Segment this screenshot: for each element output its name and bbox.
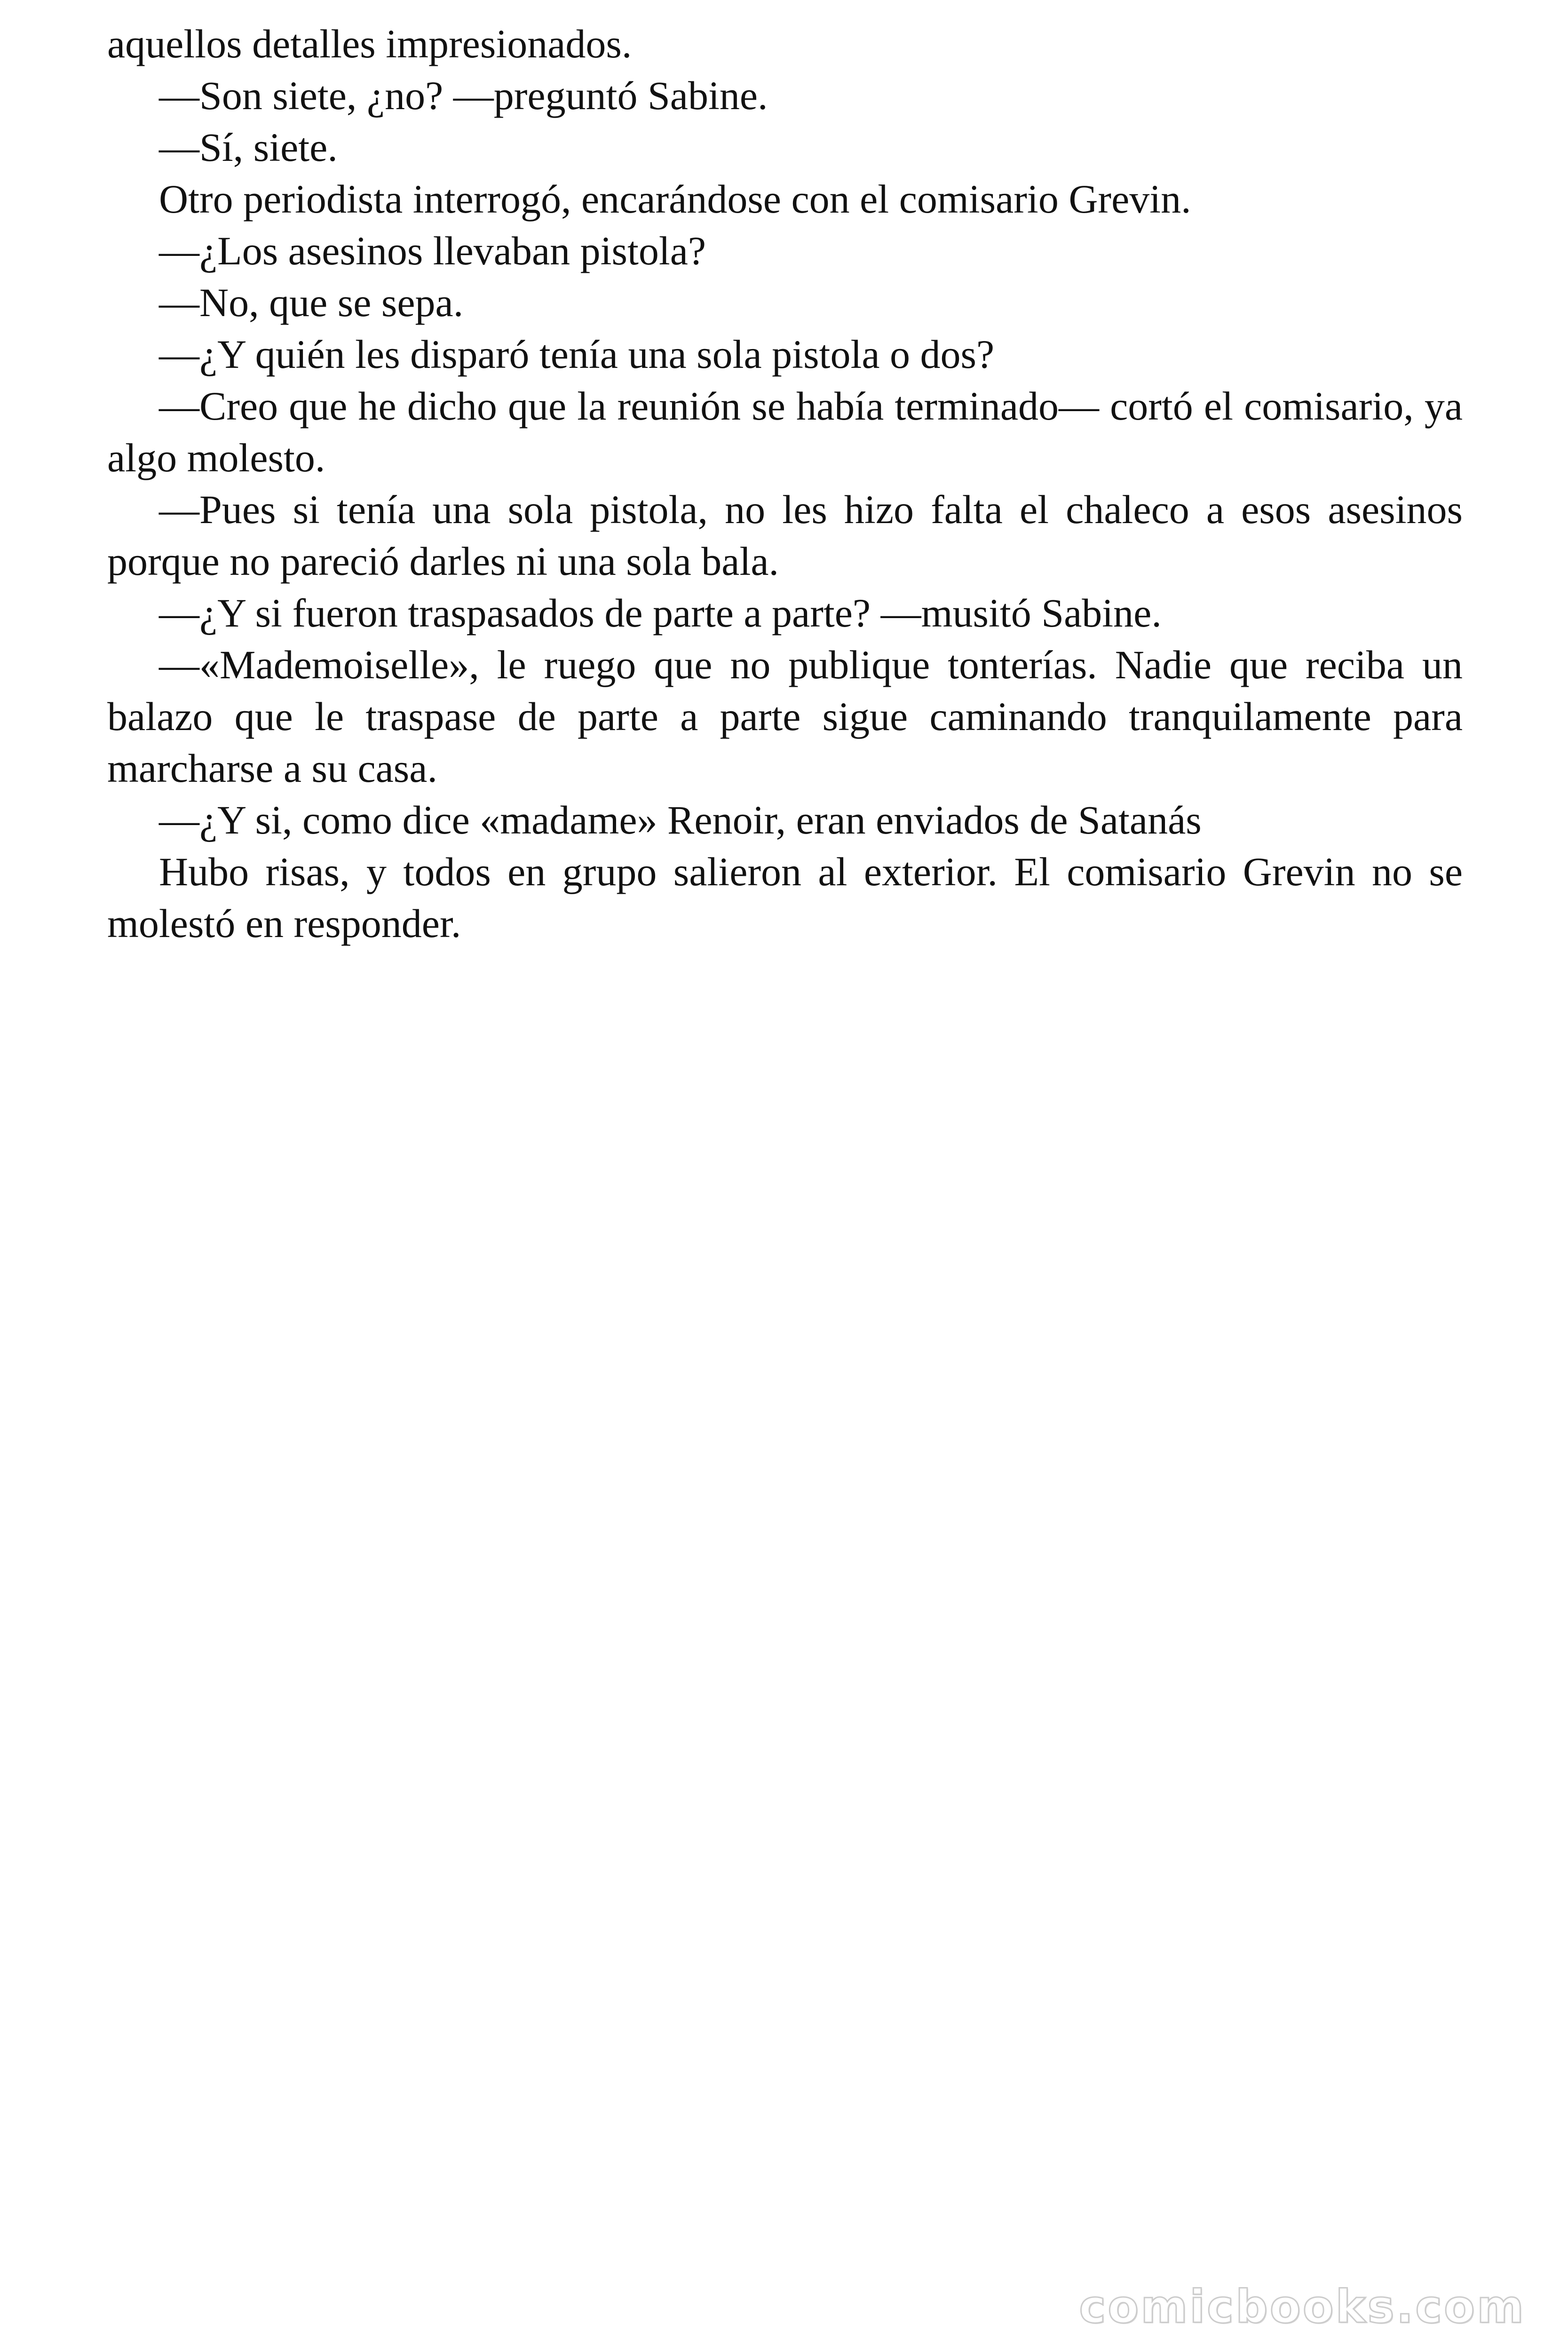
paragraph: —Son siete, ¿no? —preguntó Sabine. [159,73,768,118]
paragraph: —¿Los asesinos llevaban pistola? [159,228,706,273]
paragraph: —¿Y quién les disparó tenía una sola pistola o dos? [159,332,995,377]
watermark-logo: comicbooks.com [1079,2280,1526,2333]
paragraph: —¿Y si, como dice «madame» Renoir, eran enviados de Satanás [159,797,1202,842]
paragraph: —¿Y si fueron traspasados de parte a parte? —musitó Sabine. [159,590,1162,636]
paragraph: —Sí, siete. [159,125,338,170]
paragraph: aquellos detalles impresionados. [107,21,632,66]
body-text [107,18,1463,949]
paragraph: —No, que se sepa. [159,280,464,325]
paragraph: —Creo que he dicho que la reunión se había terminado— cortó el comisario, ya algo molesto. [107,383,1463,480]
paragraph: —Pues si tenía una sola pistola, no les hizo falta el chaleco a esos asesinos porque no pareció darles ni una sola bala. [107,487,1463,584]
paragraph: Otro periodista interrogó, encarándose con el comisario Grevin. [159,176,1191,222]
paragraph: —«Mademoiselle», le ruego que no publique tonterías. Nadie que reciba un balazo que le traspase de parte a parte sigue caminando tranquilamente para marcharse a su casa. [107,642,1463,791]
paragraph: Hubo risas, y todos en grupo salieron al exterior. El comisario Grevin no se molestó en responder. [107,849,1463,946]
